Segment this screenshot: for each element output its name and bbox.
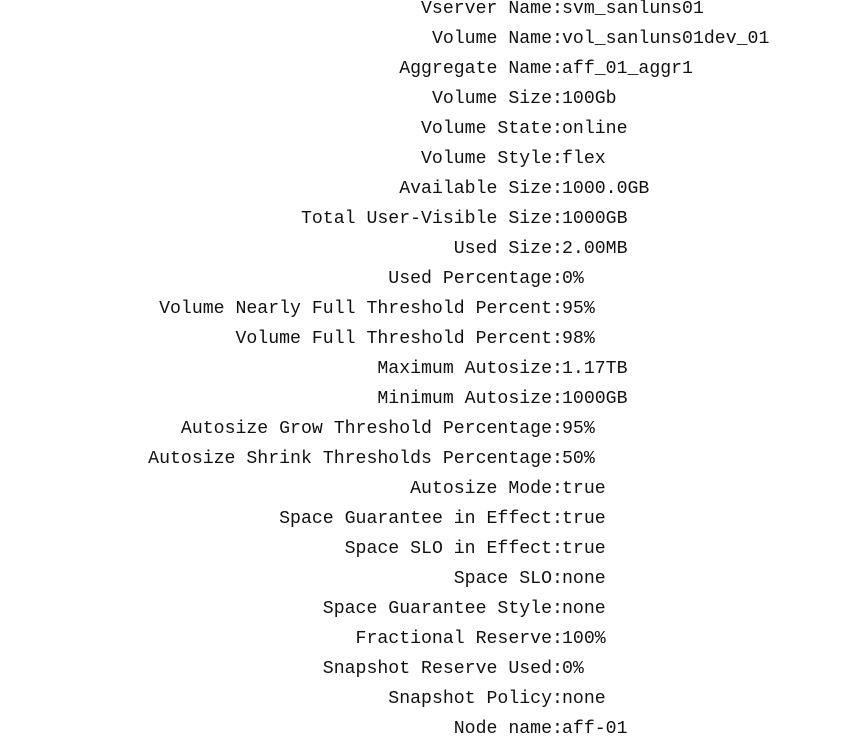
detail-row-space-slo-in-effect <box>0 534 843 564</box>
detail-row-autosize-shrink-threshold <box>0 444 843 474</box>
detail-label: Node name <box>453 719 552 739</box>
detail-label: Volume Style <box>421 149 552 169</box>
detail-row-vserver-name <box>0 0 843 24</box>
detail-label: Maximum Autosize <box>377 359 552 379</box>
detail-row-aggregate-name <box>0 54 843 84</box>
detail-value: 0% <box>562 659 584 679</box>
detail-row-snapshot-reserve-used <box>0 654 843 684</box>
detail-row-autosize-grow-threshold <box>0 414 843 444</box>
detail-row-volume-name <box>0 24 843 54</box>
detail-row-available-size <box>0 174 843 204</box>
detail-value: 50% <box>562 449 595 469</box>
detail-label: Volume Name <box>431 29 552 49</box>
detail-separator: : <box>552 659 563 679</box>
detail-row-volume-nearly-full-threshold <box>0 294 843 324</box>
detail-row-used-percentage <box>0 264 843 294</box>
detail-label: Autosize Mode <box>410 479 552 499</box>
detail-separator: : <box>552 119 563 139</box>
detail-label: Snapshot Reserve Used <box>322 659 552 679</box>
detail-row-space-slo <box>0 564 843 594</box>
detail-row-minimum-autosize <box>0 384 843 414</box>
detail-value: 95% <box>562 419 595 439</box>
detail-separator: : <box>552 29 563 49</box>
detail-row-total-user-visible-size <box>0 204 843 234</box>
detail-label: Total User-Visible Size <box>300 209 552 229</box>
detail-value: 1.17TB <box>562 359 628 379</box>
detail-separator: : <box>552 59 563 79</box>
detail-value: flex <box>562 149 606 169</box>
detail-row-volume-size <box>0 84 843 114</box>
detail-value: none <box>562 689 606 709</box>
detail-label: Vserver Name <box>421 0 552 19</box>
detail-value: online <box>562 119 628 139</box>
detail-separator: : <box>552 0 563 19</box>
detail-value: 95% <box>562 299 595 319</box>
detail-row-fractional-reserve <box>0 624 843 654</box>
detail-label: Used Percentage <box>388 269 552 289</box>
detail-row-volume-style <box>0 144 843 174</box>
detail-separator: : <box>552 689 563 709</box>
detail-separator: : <box>552 179 563 199</box>
detail-separator: : <box>552 419 563 439</box>
detail-separator: : <box>552 719 563 739</box>
detail-label: Volume State <box>421 119 552 139</box>
detail-separator: : <box>552 299 563 319</box>
detail-label: Space SLO <box>453 569 552 589</box>
detail-label: Minimum Autosize <box>377 389 552 409</box>
detail-row-used-size <box>0 234 843 264</box>
detail-label: Space Guarantee Style <box>322 599 552 619</box>
detail-label: Volume Full Threshold Percent <box>235 329 552 349</box>
detail-label: Volume Size <box>431 89 552 109</box>
detail-row-maximum-autosize <box>0 354 843 384</box>
detail-value: true <box>562 509 606 529</box>
detail-value: none <box>562 569 606 589</box>
detail-label: Space Guarantee in Effect <box>279 509 552 529</box>
detail-value: none <box>562 599 606 619</box>
detail-value: 1000.0GB <box>562 179 650 199</box>
detail-row-volume-full-threshold <box>0 324 843 354</box>
detail-label: Used Size <box>453 239 552 259</box>
detail-value: aff-01 <box>562 719 628 739</box>
detail-separator: : <box>552 239 563 259</box>
detail-label: Aggregate Name <box>399 59 552 79</box>
detail-row-node-name <box>0 714 843 744</box>
detail-value: 0% <box>562 269 584 289</box>
detail-value: 1000GB <box>562 209 628 229</box>
detail-row-space-guarantee-in-effect <box>0 504 843 534</box>
detail-separator: : <box>552 329 563 349</box>
detail-separator: : <box>552 599 563 619</box>
detail-separator: : <box>552 269 563 289</box>
detail-value: 100Gb <box>562 89 617 109</box>
detail-value: vol_sanluns01dev_01 <box>562 29 770 49</box>
detail-separator: : <box>552 629 563 649</box>
detail-separator: : <box>552 539 563 559</box>
detail-value: aff_01_aggr1 <box>562 59 693 79</box>
detail-separator: : <box>552 569 563 589</box>
detail-label: Snapshot Policy <box>388 689 552 709</box>
detail-row-space-guarantee-style <box>0 594 843 624</box>
detail-label: Available Size <box>399 179 552 199</box>
detail-label: Autosize Shrink Thresholds Percentage <box>148 449 552 469</box>
detail-label: Fractional Reserve <box>355 629 552 649</box>
detail-separator: : <box>552 479 563 499</box>
detail-label: Volume Nearly Full Threshold Percent <box>159 299 552 319</box>
detail-separator: : <box>552 359 563 379</box>
detail-value: 98% <box>562 329 595 349</box>
detail-value: true <box>562 479 606 499</box>
detail-separator: : <box>552 389 563 409</box>
detail-separator: : <box>552 149 563 169</box>
detail-value: 2.00MB <box>562 239 628 259</box>
detail-separator: : <box>552 89 563 109</box>
detail-value: true <box>562 539 606 559</box>
detail-row-volume-state <box>0 114 843 144</box>
detail-value: svm_sanluns01 <box>562 0 704 19</box>
detail-value: 1000GB <box>562 389 628 409</box>
detail-row-autosize-mode <box>0 474 843 504</box>
detail-separator: : <box>552 509 563 529</box>
detail-label: Autosize Grow Threshold Percentage <box>180 419 552 439</box>
detail-value: 100% <box>562 629 606 649</box>
detail-label: Space SLO in Effect <box>344 539 552 559</box>
detail-row-snapshot-policy <box>0 684 843 714</box>
detail-separator: : <box>552 209 563 229</box>
detail-separator: : <box>552 449 563 469</box>
